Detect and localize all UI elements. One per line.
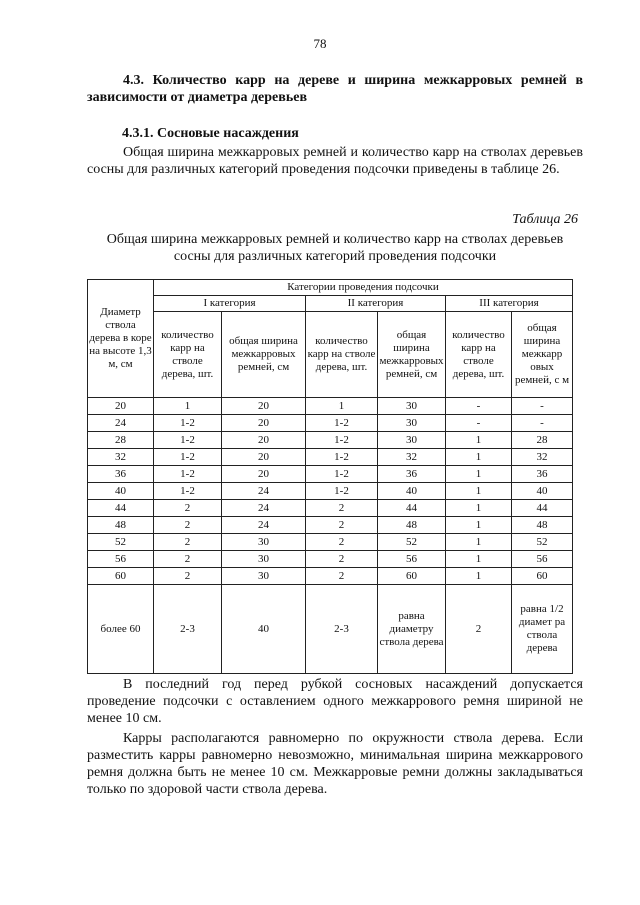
table-row-over-60 [88, 585, 573, 674]
table-cell: 1 [446, 466, 512, 483]
category-3-header: III категория [446, 296, 573, 312]
table-cell: 30 [378, 415, 446, 432]
table-cell: 30 [222, 534, 306, 551]
diameter-header: Диаметр ствола дерева в коре на высоте 1,3 м, см [88, 280, 154, 398]
table-cell: 52 [378, 534, 446, 551]
table-cell: - [512, 398, 573, 415]
table-row [88, 398, 573, 415]
table-cell: 20 [222, 398, 306, 415]
table-cell: 24 [222, 500, 306, 517]
table-cell: 52 [512, 534, 573, 551]
table-cell: 36 [512, 466, 573, 483]
table-cell: 1 [446, 517, 512, 534]
table-cell: 2 [154, 568, 222, 585]
table-cell: 24 [222, 517, 306, 534]
table-row [88, 466, 573, 483]
last-row-diameter: более 60 [88, 585, 154, 674]
table-row [88, 568, 573, 585]
table-cell: 20 [222, 415, 306, 432]
subsection-heading: 4.3.1. Сосновые насаждения [122, 126, 299, 141]
table-cell: 2 [306, 534, 378, 551]
table-cell: 28 [88, 432, 154, 449]
table-cell: 2 [154, 517, 222, 534]
table-cell: 1-2 [306, 483, 378, 500]
cat3-count-header: количество карр на стволе дерева, шт. [446, 312, 512, 398]
table-cell: 1 [446, 568, 512, 585]
table-cell: 24 [222, 483, 306, 500]
table-cell: 60 [88, 568, 154, 585]
table-cell: 2 [154, 500, 222, 517]
table-cell: 2 [306, 551, 378, 568]
cat2-count-header: количество карр на стволе дерева, шт. [306, 312, 378, 398]
table-cell: 56 [88, 551, 154, 568]
table-cell: 2 [306, 500, 378, 517]
table-cell: 1 [446, 432, 512, 449]
table-cell: 48 [512, 517, 573, 534]
table-cell: 20 [222, 466, 306, 483]
table-cell: 52 [88, 534, 154, 551]
table-cell: 32 [378, 449, 446, 466]
table-cell: 20 [88, 398, 154, 415]
table-cell: 1 [154, 398, 222, 415]
table-cell: 60 [512, 568, 573, 585]
table-row [88, 551, 573, 568]
table-cell: 32 [512, 449, 573, 466]
table-cell: 1-2 [154, 483, 222, 500]
category-1-header: I категория [154, 296, 306, 312]
table-cell: 56 [378, 551, 446, 568]
table-cell: 24 [88, 415, 154, 432]
table-cell: 20 [222, 449, 306, 466]
table-cell: 44 [512, 500, 573, 517]
table-cell: 48 [378, 517, 446, 534]
table-cell: 40 [512, 483, 573, 500]
table-cell: 40 [88, 483, 154, 500]
table-cell: 1-2 [306, 466, 378, 483]
table-row [88, 517, 573, 534]
table-cell: 36 [88, 466, 154, 483]
table-cell: 30 [378, 398, 446, 415]
section-heading: 4.3. Количество карр на дереве и ширина межкарровых ремней в зависимости от диаметра деревьев [87, 73, 583, 105]
cat2-width-header: общая ширина межкарровых ремней, см [378, 312, 446, 398]
table-cell: 1-2 [154, 415, 222, 432]
cat1-count-header: количество карр на стволе дерева, шт. [154, 312, 222, 398]
table-cell: 2 [306, 568, 378, 585]
table-cell: 1-2 [306, 432, 378, 449]
table-row [88, 415, 573, 432]
last-row-cat3-width: равна 1/2 диамет ра ствола дерева [512, 585, 573, 674]
final-year-paragraph: В последний год перед рубкой сосновых насаждений допускается проведение подсочки с оставлением одного межкаррового ремня шириной не менее 10 см. [87, 677, 583, 726]
table-cell: 48 [88, 517, 154, 534]
table-cell: 1 [446, 483, 512, 500]
table-cell: 32 [88, 449, 154, 466]
last-row-cat2-count: 2-3 [306, 585, 378, 674]
table-cell: 1-2 [306, 449, 378, 466]
categories-group-header: Категории проведения подсочки [154, 280, 573, 296]
table-cell: 1 [446, 449, 512, 466]
table-cell: 2 [154, 551, 222, 568]
table-cell: 44 [88, 500, 154, 517]
placement-paragraph: Карры располагаются равномерно по окружности ствола дерева. Если разместить карры равномерно невозможно, минимальная ширина межкаррового ремня должна быть не менее 10 см. Межкарровые ремни должны закладываться только по здоровой части ствола дерева. [87, 731, 583, 797]
table-cell: 2 [306, 517, 378, 534]
table-cell: 2 [154, 534, 222, 551]
data-table [87, 279, 573, 674]
table-cell: 1 [446, 500, 512, 517]
table-cell: 1-2 [154, 449, 222, 466]
table-row [88, 534, 573, 551]
table-row [88, 483, 573, 500]
table-cell: 44 [378, 500, 446, 517]
table-cell: 20 [222, 432, 306, 449]
page-number: 78 [313, 36, 327, 51]
table-number: Таблица 26 [512, 212, 578, 227]
last-row-cat1-count: 2-3 [154, 585, 222, 674]
table-cell: 1 [446, 551, 512, 568]
table-cell: - [512, 415, 573, 432]
category-2-header: II категория [306, 296, 446, 312]
table-cell: 40 [378, 483, 446, 500]
table-caption: Общая ширина межкарровых ремней и количество карр на стволах деревьев сосны для различных категорий проведения подсочки [106, 232, 564, 264]
table-cell: - [446, 415, 512, 432]
cat1-width-header: общая ширина межкарровых ремней, см [222, 312, 306, 398]
last-row-cat1-width: 40 [222, 585, 306, 674]
table-cell: 30 [222, 568, 306, 585]
table-row [88, 432, 573, 449]
table-cell: 1 [306, 398, 378, 415]
table-cell: 1 [446, 534, 512, 551]
table-cell: 30 [378, 432, 446, 449]
table-cell: 28 [512, 432, 573, 449]
table-row [88, 500, 573, 517]
cat3-width-header: общая ширина межкарр овых ремней, с м [512, 312, 573, 398]
table-cell: 1-2 [154, 466, 222, 483]
intro-paragraph: Общая ширина межкарровых ремней и количество карр на стволах деревьев сосны для различных категорий проведения подсочки приведены в таблице 26. [87, 145, 583, 177]
table-cell: 56 [512, 551, 573, 568]
table-cell: 60 [378, 568, 446, 585]
table-cell: - [446, 398, 512, 415]
table-cell: 36 [378, 466, 446, 483]
table-cell: 1-2 [154, 432, 222, 449]
last-row-cat3-count: 2 [446, 585, 512, 674]
table-row [88, 449, 573, 466]
table-cell: 1-2 [306, 415, 378, 432]
table-cell: 30 [222, 551, 306, 568]
last-row-cat2-width: равна диаметру ствола дерева [378, 585, 446, 674]
